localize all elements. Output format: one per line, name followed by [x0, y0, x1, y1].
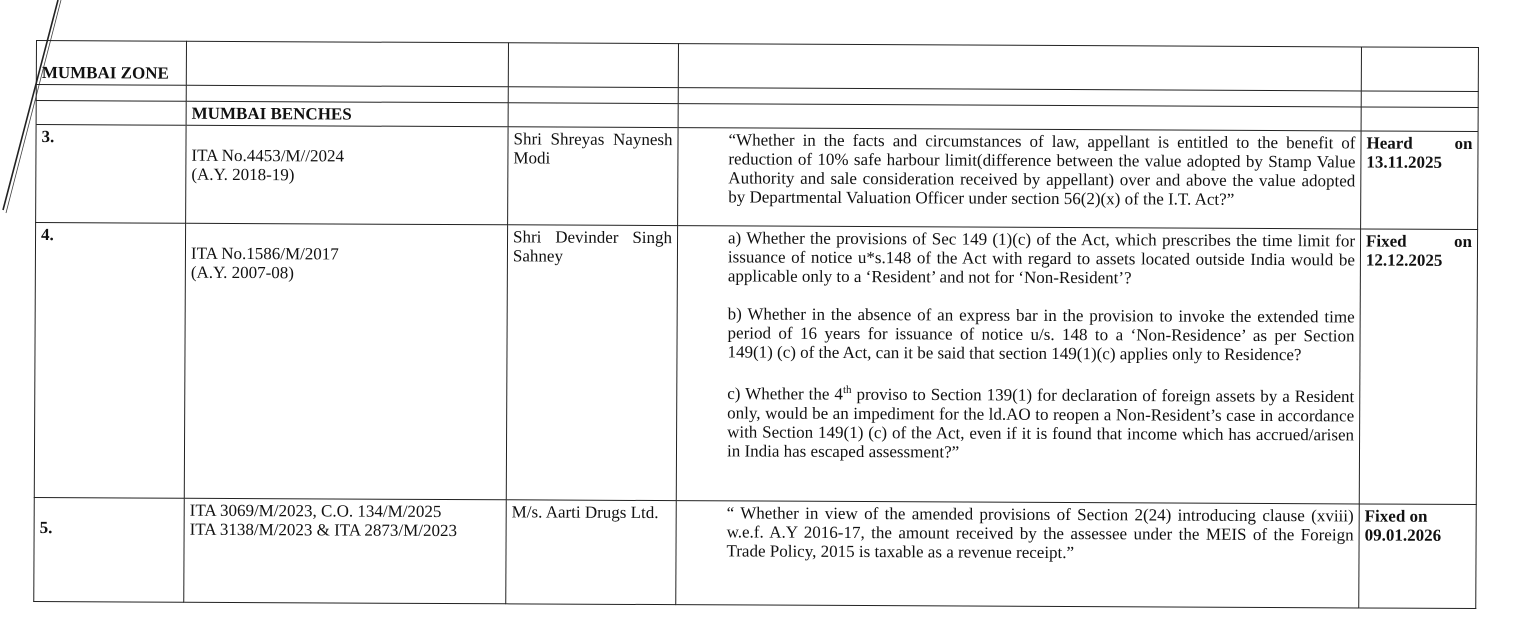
zone-label: MUMBAI ZONE [36, 41, 186, 86]
question-cell [678, 128, 1361, 229]
case-cell [184, 498, 507, 604]
status-cell [1361, 131, 1478, 230]
status-cell [1359, 504, 1477, 609]
serial-number: 4. [34, 223, 185, 499]
case-number: ITA No.4453/M//2024 [191, 145, 345, 166]
serial-number: 3. [36, 125, 186, 224]
question-b: b) Whether in the absence of an express bar in the provision to invoke the extended time period of 16 years for issuance of notice u/s. 148 to a ‘Non-Residence’ as per Section 149(1) (c) of the Act, can it be said that section 149(1)(c) applies only to Residence? [727, 304, 1355, 365]
case-number: ITA No.1586/M/2017 [190, 243, 339, 264]
case-cell [184, 223, 507, 500]
question-cell [676, 226, 1360, 504]
bench-label: MUMBAI BENCHES [186, 101, 508, 127]
assessment-year: (A.Y. 2007-08) [190, 262, 295, 283]
question-text: “Whether in the facts and circumstances of law, appellant is entitled to the benefit of reduction of 10% safe harbour limit(difference between the value adopted by Stamp Value Authority and sale consideration received by appellant) over and above the value adopted by Departmental Valuation Officer under section 56(2)(x) of the I.T. Act?” [728, 130, 1356, 209]
party-name: M/s. Aarti Drugs Ltd. [506, 500, 677, 605]
question-c-end: proviso to Section 139(1) for declaration of foreign assets by a Resident only, would be an impediment for the ld.AO to reopen a Non-Resident’s case in accordance with Section 149(1) (c) of the Act, even if it is found that income which has accrued/arisen in India has escaped assessment?” [726, 384, 1355, 462]
status-prep: on [1454, 231, 1473, 252]
spacer-cell [1361, 91, 1478, 108]
status-cell [1359, 229, 1477, 505]
bench-blank-cell [678, 104, 1361, 131]
status-date: 09.01.2026 [1364, 525, 1442, 545]
status-date: 13.11.2025 [1366, 152, 1443, 172]
status-line: Fixed on [1364, 506, 1428, 526]
bench-blank-cell [508, 103, 678, 128]
table-row [34, 223, 1477, 505]
spacer-cell [186, 85, 508, 103]
status-word: Heard [1366, 133, 1413, 153]
cases-table [33, 40, 1479, 609]
question-a: a) Whether the provisions of Sec 149 (1)(c) of the Act, which prescribes the time limit for issuance of notice u*s.148 of the Act with regard to assets located outside India would be applicable only to a ‘Resident’ and not for ‘Non-Resident’? [727, 228, 1356, 288]
serial-number: 5. [34, 497, 185, 602]
table-row [36, 125, 1478, 230]
party-name: Shri Shreyas Naynesh Modi [508, 127, 678, 226]
case-cell [186, 125, 508, 225]
zone-blank-cell [186, 41, 508, 87]
status-prep: on [1454, 133, 1473, 154]
status-date: 12.12.2025 [1365, 250, 1443, 270]
bench-blank-cell [36, 101, 186, 126]
case-number-continued: ITA 3138/M/2023 & ITA 2873/M/2023 [189, 519, 458, 541]
assessment-year: (A.Y. 2018-19) [191, 164, 295, 185]
status-word: Fixed [1365, 231, 1407, 251]
question-c-start: c) Whether the 4 [727, 384, 843, 404]
zone-row [36, 41, 1478, 92]
zone-blank-cell [678, 44, 1361, 91]
spacer-cell [36, 85, 186, 102]
spacer-cell [508, 87, 678, 104]
question-c [727, 380, 1354, 463]
zone-blank-cell [1361, 47, 1478, 92]
zone-blank-cell [508, 43, 678, 88]
question-c-superscript: th [842, 383, 852, 396]
party-name: Shri Devinder Singh Sahney [506, 225, 677, 501]
bench-blank-cell [1361, 107, 1478, 132]
case-number: ITA 3069/M/2023, C.O. 134/M/2025 [189, 500, 442, 521]
question-text: “ Whether in view of the amended provisions of Section 2(24) introducing clause (xviii) w.e.f. A.Y 2016-17, the amount received by the assessee under the MEIS of the Foreign Trade Policy, 2015 is taxable as a revenue receipt.” [726, 503, 1354, 563]
question-cell [676, 501, 1360, 608]
table-row [34, 497, 1476, 608]
